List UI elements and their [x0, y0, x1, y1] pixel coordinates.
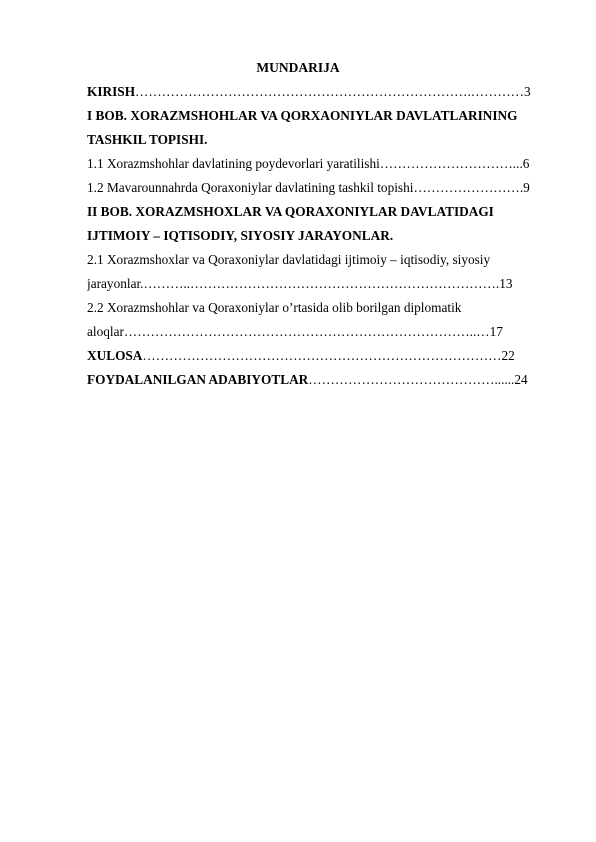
toc-chapter-2-heading[interactable] — [87, 200, 552, 224]
toc-entry-label: 2.1 Xorazmshoxlar va Qoraxoniylar davlatidagi ijtimoiy – iqtisodiy, siyosiy — [87, 252, 491, 267]
toc-page-number: 13 — [499, 276, 513, 291]
toc-chapter-1-heading-cont[interactable] — [87, 128, 552, 152]
toc-leader-dots: …………………………... — [379, 156, 523, 171]
toc-entry-1-1[interactable] — [87, 152, 552, 176]
toc-entry-2-1-title[interactable] — [87, 248, 552, 272]
toc-chapter-label: II BOB. XORAZMSHOXLAR VA QORAXONIYLAR DAVLATIDAGI — [87, 204, 494, 219]
toc-page-number: 3 — [523, 84, 531, 99]
toc-entry-label: jarayonlar. — [87, 276, 144, 291]
toc-entry-kirish[interactable] — [87, 80, 552, 104]
toc-entry-2-1[interactable] — [87, 272, 552, 296]
toc-page-number: 6 — [522, 156, 530, 171]
toc-page-number: 9 — [523, 180, 530, 195]
toc-leader-dots: ……………………………………...... — [308, 372, 515, 387]
table-of-contents — [87, 80, 552, 392]
toc-chapter-label: IJTIMOIY – IQTISODIY, SIYOSIY JARAYONLAR. — [87, 228, 394, 243]
toc-entry-label: FOYDALANILGAN ADABIYOTLAR — [87, 372, 309, 387]
page-title: MUNDARIJA — [256, 60, 340, 75]
toc-entry-2-2[interactable] — [87, 320, 552, 344]
toc-entry-label: 1.1 Xorazmshohlar davlatining poydevorlari yaratilishi — [87, 156, 380, 171]
toc-chapter-1-heading[interactable] — [87, 104, 552, 128]
toc-entry-adabiyotlar[interactable] — [87, 368, 552, 392]
toc-entry-label: XULOSA — [87, 348, 143, 363]
toc-entry-1-2[interactable] — [87, 176, 552, 200]
toc-page-number: 24 — [514, 372, 528, 387]
toc-leader-dots: ……………………………………………………………………..… — [123, 324, 490, 339]
toc-page-number: 22 — [501, 348, 515, 363]
toc-leader-dots: ………………………………………………………………….………… — [135, 84, 524, 99]
toc-chapter-2-heading-cont[interactable] — [87, 224, 552, 248]
toc-entry-label: aloqlar — [87, 324, 124, 339]
toc-entry-label: 2.2 Xorazmshohlar va Qoraxoniylar o’rtasida olib borilgan diplomatik — [87, 300, 462, 315]
toc-leader-dots: ……………………. — [413, 180, 524, 195]
toc-chapter-label: TASHKIL TOPISHI. — [87, 132, 208, 147]
toc-entry-2-2-title[interactable] — [87, 296, 552, 320]
toc-leader-dots: ………..……………………………………………………………. — [143, 276, 500, 291]
toc-entry-xulosa[interactable] — [87, 344, 552, 368]
toc-page-number: 17 — [489, 324, 503, 339]
toc-entry-label: 1.2 Mavarounnahrda Qoraxoniylar davlatining tashkil topishi — [87, 180, 414, 195]
toc-entry-label: KIRISH — [87, 84, 136, 99]
toc-chapter-label: I BOB. XORAZMSHOHLAR VA QORXAONIYLAR DAVLATLARINING — [87, 108, 518, 123]
toc-leader-dots: ……………………………………………………………………… — [142, 348, 502, 363]
